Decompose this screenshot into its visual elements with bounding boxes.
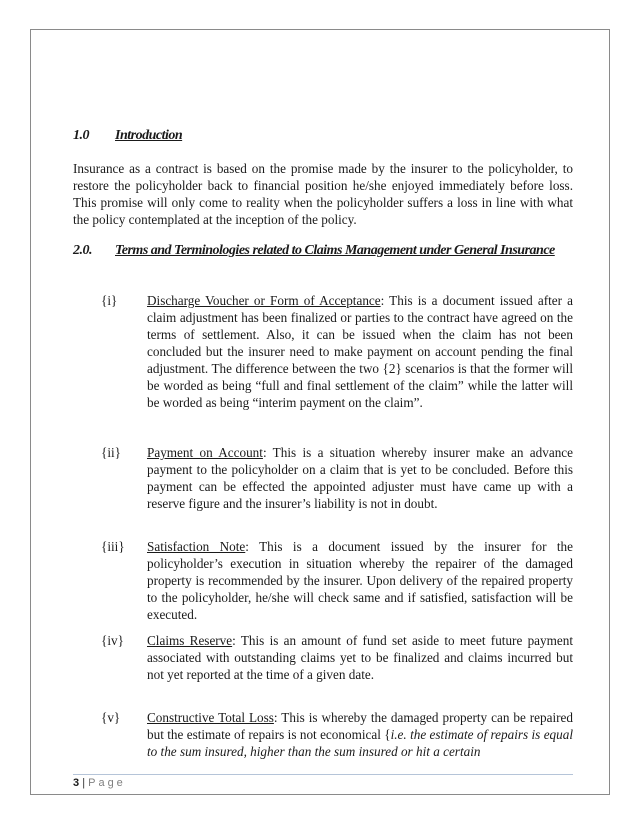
page-label: Page <box>88 777 126 789</box>
item-text: : This is a document issued after a claim adjustment has been finalized or parties to the contract have agreed on the terms of settlement. Also, it can be issued when the claim has not been concluded but the insurer need to make payment on account pending the final adjustment. The difference between the two {2} scenarios is that the former will be worded as being “full and final settlement of the claim” while the latter will be worded as being “interim payment on the claim”. <box>147 293 573 410</box>
item-text: : This is an amount of fund set aside to meet future payment associated with outstanding claims yet to be finalized and claims incurred but not yet reported at the time of a given date. <box>147 633 574 682</box>
item-body <box>147 444 573 512</box>
section-number: 1.0 <box>73 128 89 143</box>
item-term: Satisfaction Note <box>147 539 246 554</box>
item-italic-text: i.e. the estimate of repairs is equal to the sum insured, higher than the sum insured or hit a certain <box>147 727 573 759</box>
item-body <box>147 632 573 683</box>
item-term: Discharge Voucher or Form of Acceptance <box>147 293 381 308</box>
item-body <box>147 709 573 760</box>
item-numeral: {i} <box>101 293 118 308</box>
item-numeral: {v} <box>101 710 121 725</box>
item-text: : This is whereby the damaged property can be repaired but the estimate of repairs is not economical { <box>147 710 573 742</box>
page-number: 3 <box>73 777 80 789</box>
page <box>30 29 610 795</box>
item-numeral: {ii} <box>101 445 121 460</box>
item-term: Claims Reserve <box>147 633 233 648</box>
item-term: Payment on Account <box>147 445 263 460</box>
page-footer <box>73 774 573 789</box>
item-text: : This is a situation whereby insurer make an advance payment to the policyholder on a claim that is yet to be concluded. Before this payment can be effected the appointed adjuster must have came up with a reserve figure and the insurer’s liability is not in doubt. <box>147 445 573 511</box>
section-title: Terms and Terminologies related to Claims Management under General Insurance <box>115 243 555 258</box>
item-numeral: {iv} <box>101 633 124 648</box>
section-number: 2.0. <box>73 243 92 258</box>
item-text: : This is a document issued by the insurer for the policyholder’s execution in situation whereby the repairer of the damaged property is recommended by the insurer. Upon delivery of the repaired property to the policyholder, he/she will check same and if satisfied, satisfaction will be executed. <box>147 539 573 622</box>
item-body <box>147 292 573 411</box>
item-numeral: {iii} <box>101 539 125 554</box>
item-term: Constructive Total Loss <box>147 710 274 725</box>
section-title: Introduction <box>115 128 183 143</box>
footer-separator: | <box>82 777 86 789</box>
introduction-paragraph: Insurance as a contract is based on the promise made by the insurer to the policyholder, to restore the policyholder back to financial position he/she enjoyed immediately before loss. This promise will only come to reality when the policyholder suffers a loss in line with what the policy contemplated at the inception of the policy. <box>73 161 573 227</box>
item-body <box>147 538 573 623</box>
